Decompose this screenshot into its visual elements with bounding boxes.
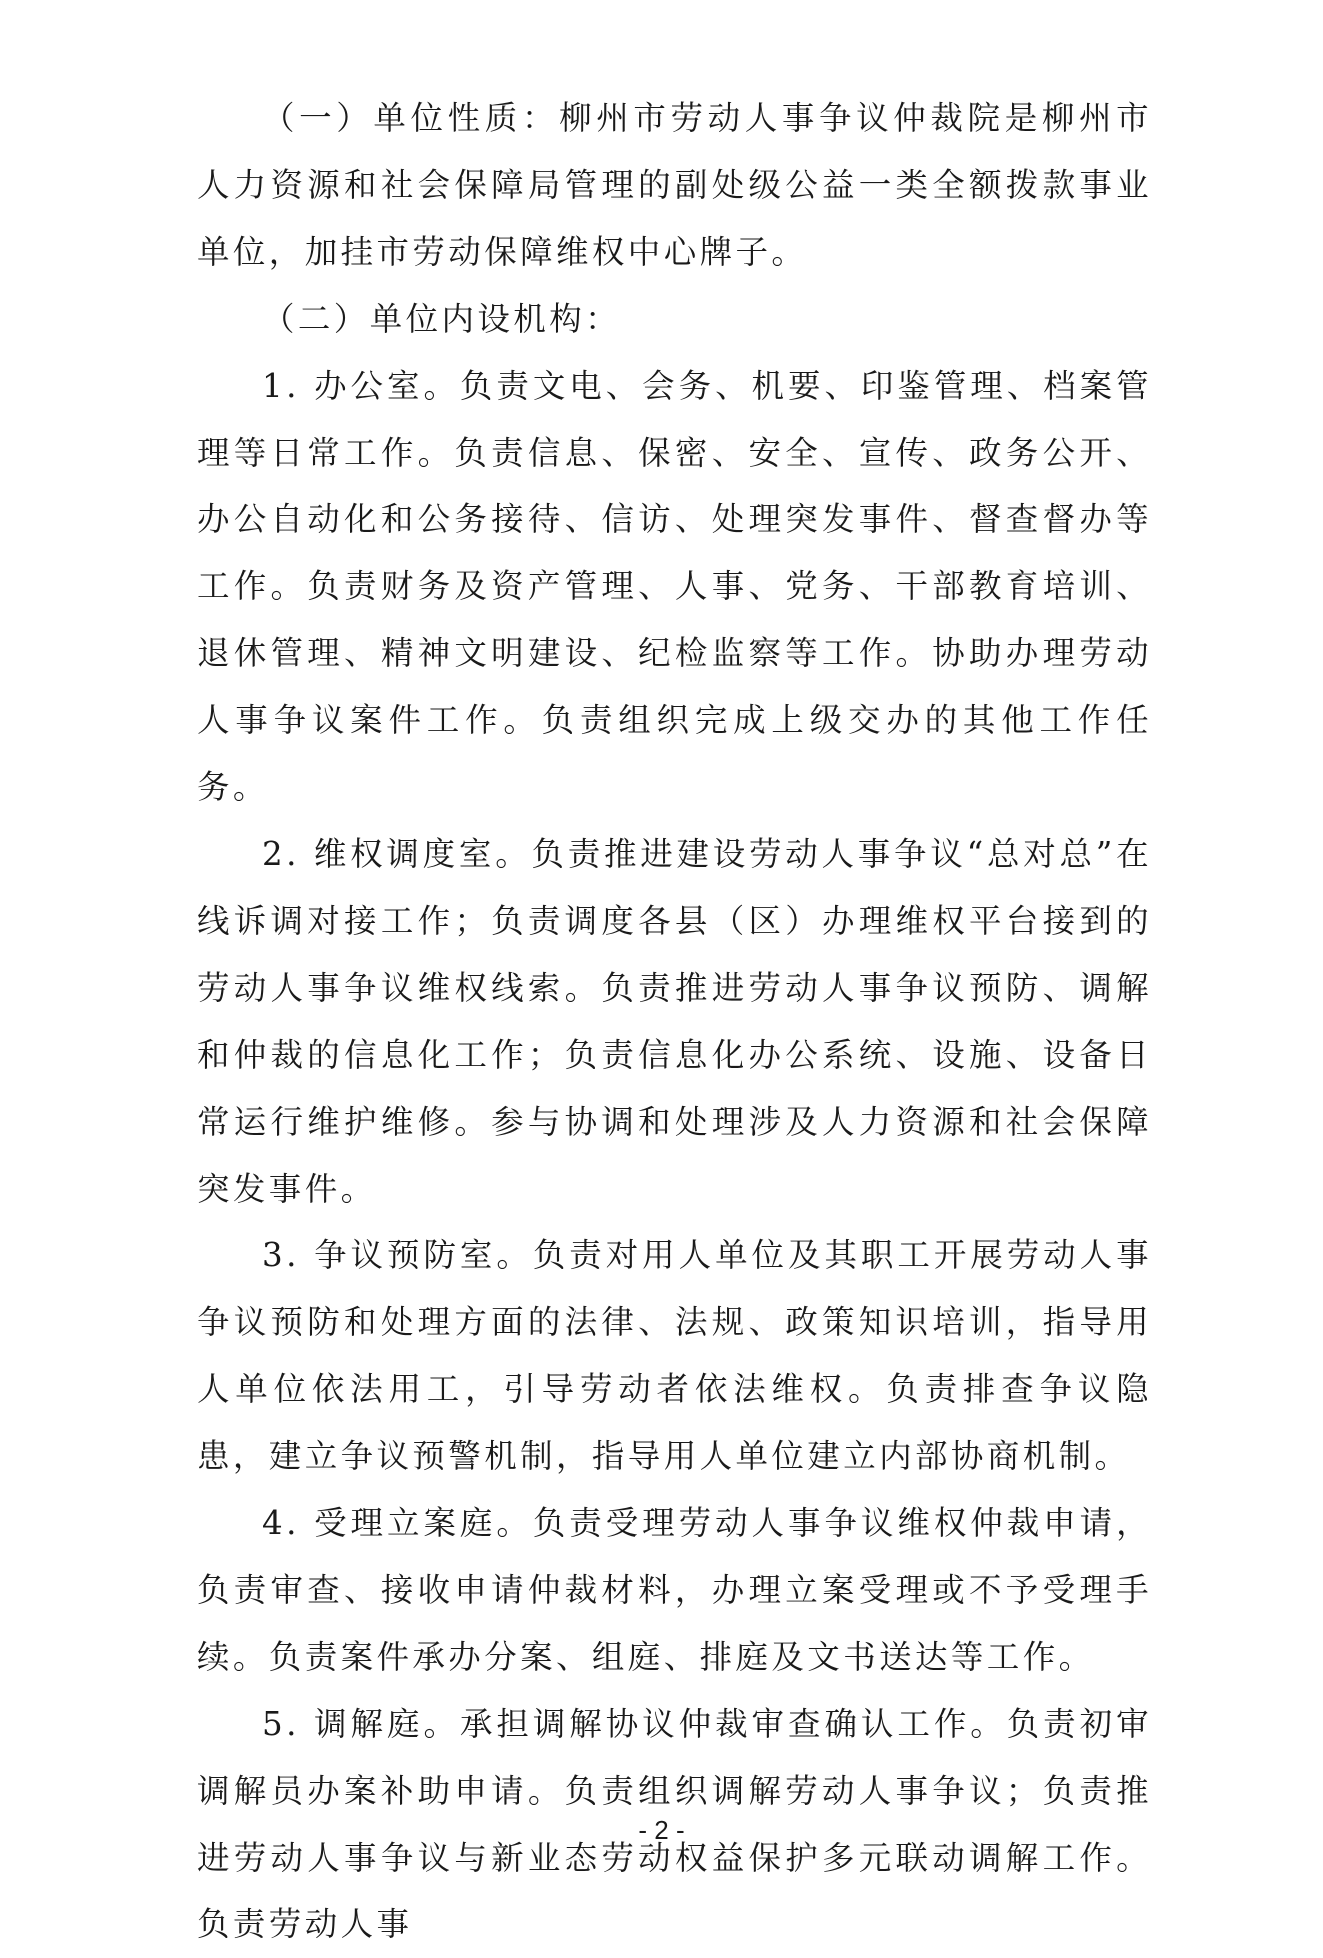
paragraph-office: 1. 办公室。负责文电、会务、机要、印鉴管理、档案管理等日常工作。负责信息、保密、安全、宣传、政务公开、办公自动化和公务接待、信访、处理突发事件、督查督办等工作。负责财务及资产管理、人事、党务、干部教育培训、退休管理、精神文明建设、纪检监察等工作。协助办理劳动人事争议案件工作。负责组织完成上级交办的其他工作任务。 [197, 366, 1152, 807]
paragraph-internal-structure-heading: （二）单位内设机构： [262, 299, 622, 338]
page-number: - 2 - [638, 1815, 685, 1845]
paragraph-case-filing-court: 4. 受理立案庭。负责受理劳动人事争议维权仲裁申请，负责审查、接收申请仲裁材料，办理立案受理或不予受理手续。负责案件承办分案、组庭、排庭及文书送达等工作。 [197, 1504, 1152, 1676]
paragraph-mediation-court: 5. 调解庭。承担调解协议仲裁审查确认工作。负责初审调解员办案补助申请。负责组织调解劳动人事争议；负责推进劳动人事争议与新业态劳动权益保护多元联动调解工作。负责劳动人事 [197, 1704, 1152, 1944]
document-body [197, 85, 1152, 1958]
paragraph-unit-nature: （一）单位性质：柳州市劳动人事争议仲裁院是柳州市人力资源和社会保障局管理的副处级公益一类全额拨款事业单位，加挂市劳动保障维权中心牌子。 [197, 99, 1152, 271]
paragraph-dispute-prevention-office: 3. 争议预防室。负责对用人单位及其职工开展劳动人事争议预防和处理方面的法律、法规、政策知识培训，指导用人单位依法用工，引导劳动者依法维权。负责排查争议隐患，建立争议预警机制，指导用人单位建立内部协商机制。 [197, 1236, 1152, 1476]
paragraph-rights-dispatch-office: 2. 维权调度室。负责推进建设劳动人事争议“总对总”在线诉调对接工作；负责调度各县（区）办理维权平台接到的劳动人事争议维权线索。负责推进劳动人事争议预防、调解和仲裁的信息化工作；负责信息化办公系统、设施、设备日常运行维护维修。参与协调和处理涉及人力资源和社会保障突发事件。 [197, 834, 1152, 1208]
